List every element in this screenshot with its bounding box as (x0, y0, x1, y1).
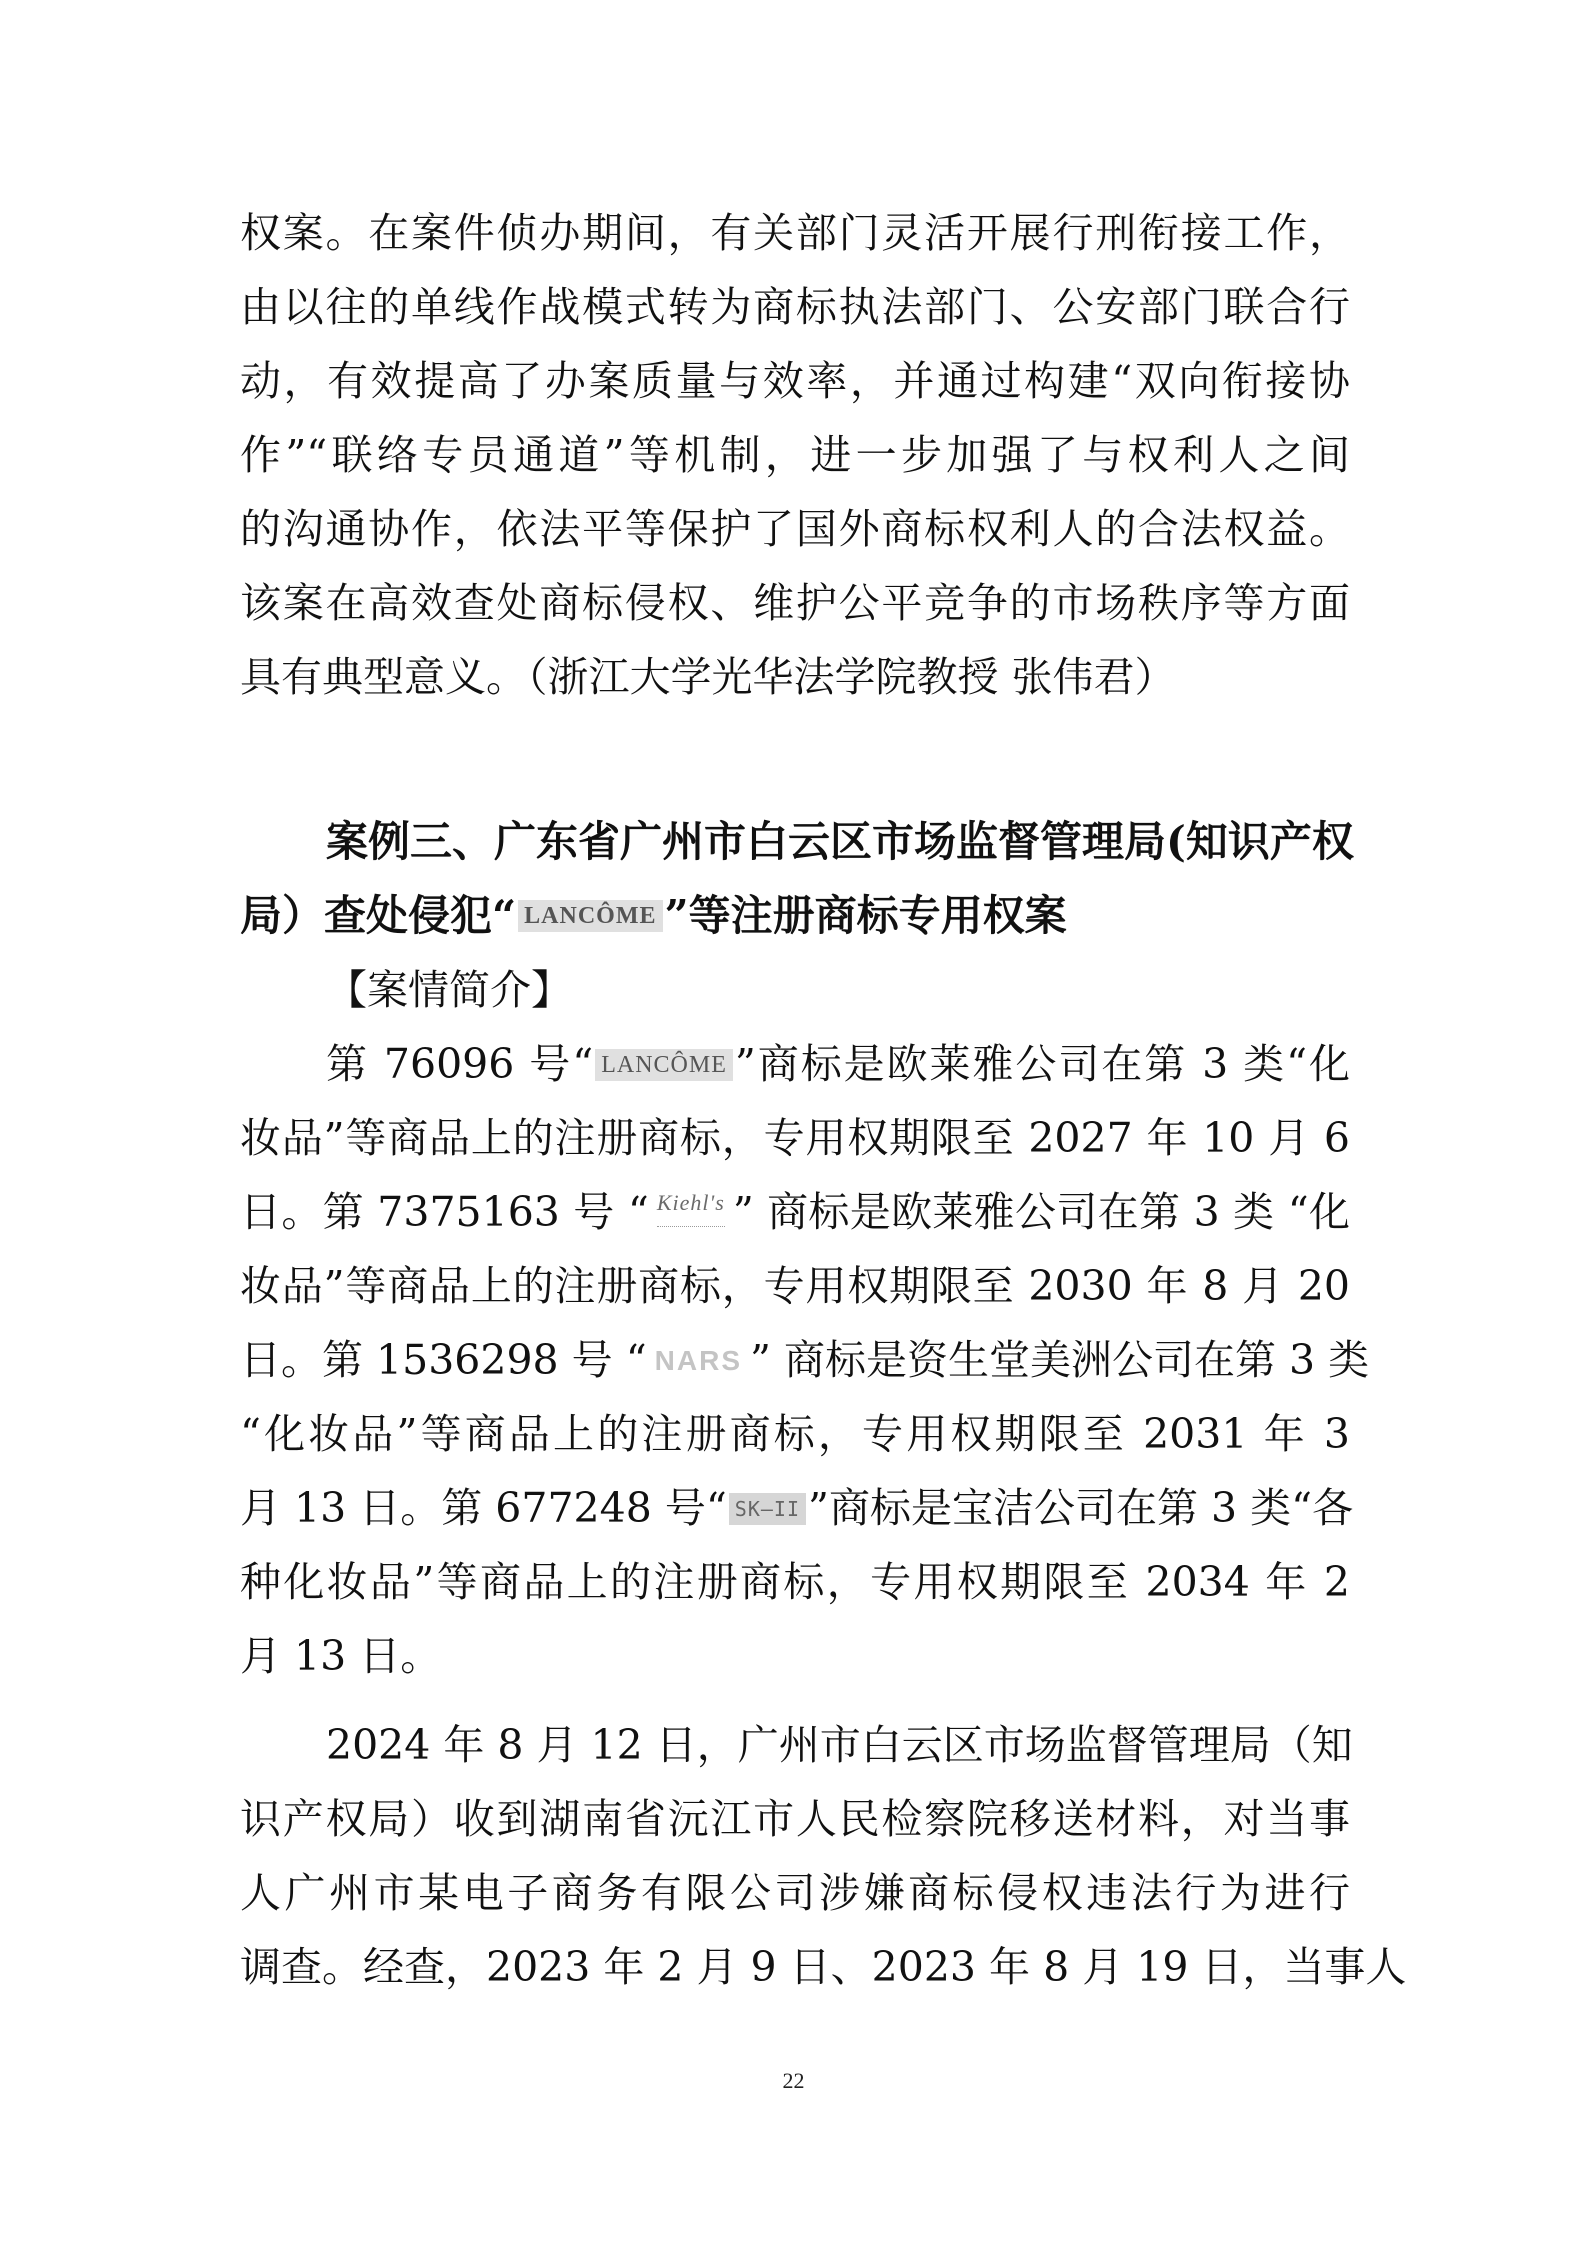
text-span: ” 商标是资生堂美洲公司在第 3 类 (750, 1336, 1370, 1384)
text-span: 月 13 日。第 677248 号“ (240, 1484, 727, 1532)
section-label-block (240, 953, 1350, 1027)
paragraph-line (240, 1027, 1350, 1101)
paragraph-line: 该案在高效查处商标侵权、维护公平竞争的市场秩序等方面 (240, 579, 1350, 627)
kiehls-logo-text: Kiehl's (656, 1189, 725, 1215)
paragraph-line: 作”“联络专员通道”等机制，进一步加强了与权利人之间 (240, 431, 1350, 479)
paragraph-line: 种化妆品”等商品上的注册商标，专用权期限至 2034 年 2 (240, 1558, 1350, 1606)
text-span: 第 76096 号“ (326, 1040, 594, 1088)
lancome-logo: LANCÔME (595, 1049, 733, 1081)
nars-logo: NARS (654, 1344, 743, 1376)
paragraph-line: 具有典型意义。（浙江大学光华法学院教授 张伟君） (240, 653, 1176, 701)
paragraph-line: 妆品”等商品上的注册商标，专用权期限至 2027 年 10 月 6 (240, 1114, 1350, 1162)
document-page (240, 0, 1407, 2245)
heading-text: ”等注册商标专用权案 (664, 891, 1067, 940)
text-span: ”商标是欧莱雅公司在第 3 类“化 (734, 1040, 1350, 1088)
paragraph-line: 2024 年 8 月 12 日，广州市白云区市场监督管理局（知 (326, 1721, 1353, 1769)
text-span: ” 商标是欧莱雅公司在第 3 类 “化 (732, 1188, 1350, 1236)
paragraph-line: 的沟通协作，依法平等保护了国外商标权利人的合法权益。 (240, 505, 1350, 553)
paragraph-line: 权案。在案件侦办期间，有关部门灵活开展行刑衔接工作， (240, 209, 1350, 257)
lancome-logo: LANCÔME (518, 900, 662, 932)
paragraph-line: 由以往的单线作战模式转为商标执法部门、公安部门联合行 (240, 283, 1350, 331)
case-heading-line-2 (240, 879, 1350, 953)
paragraph-line: 调查。经查，2023 年 2 月 9 日、2023 年 8 月 19 日，当事人 (240, 1943, 1407, 1991)
paragraph-line (240, 1471, 1354, 1545)
heading-text: 局）查处侵犯“ (240, 891, 517, 940)
paragraph-line: 妆品”等商品上的注册商标，专用权期限至 2030 年 8 月 20 (240, 1262, 1350, 1310)
paragraph-line: 识产权局）收到湖南省沅江市人民检察院移送材料，对当事 (240, 1795, 1350, 1843)
text-span: 日。第 7375163 号 “ (240, 1188, 649, 1236)
text-span: ”商标是宝洁公司在第 3 类“各 (808, 1484, 1354, 1532)
paragraph-line (240, 1175, 1350, 1249)
case-heading-line-1: 案例三、广东省广州市白云区市场监督管理局(知识产权 (326, 817, 1354, 866)
skii-logo: SK—II (729, 1493, 806, 1525)
paragraph-line (240, 1323, 1370, 1397)
paragraph-top (240, 196, 1350, 714)
paragraph-line: 月 13 日。 (240, 1632, 442, 1680)
kiehls-logo (651, 1188, 731, 1232)
logo-underline (657, 1226, 725, 1230)
paragraph-line: “化妆品”等商品上的注册商标，专用权期限至 2031 年 3 (240, 1410, 1350, 1458)
investigation-paragraph (240, 1708, 1407, 2004)
page-number: 22 (782, 2068, 805, 2093)
text-span: 日。第 1536298 号 “ (240, 1336, 647, 1384)
case-heading (240, 805, 1354, 953)
paragraph-line: 人广州市某电子商务有限公司涉嫌商标侵权违法行为进行 (240, 1869, 1350, 1917)
section-label: 【案情简介】 (326, 966, 572, 1014)
paragraph-line: 动，有效提高了办案质量与效率，并通过构建“双向衔接协 (240, 357, 1350, 405)
trademark-paragraph (240, 1027, 1370, 1693)
